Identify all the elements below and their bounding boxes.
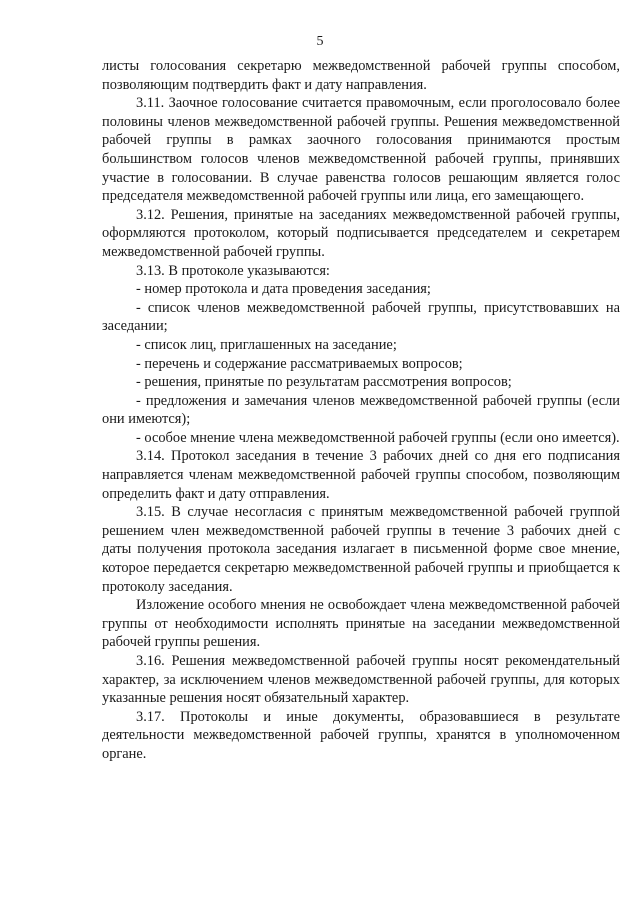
paragraph-3-14: 3.14. Протокол заседания в течение 3 рабочих дней со дня его подписания направляется членам межведомственной рабочей группы способом, позволяющим определить факт и дату отправления. xyxy=(102,448,620,502)
list-item-members-present: - список членов межведомственной рабочей группы, присутствовавших на заседании; xyxy=(102,299,620,335)
list-item-dissenting-opinion: - особое мнение члена межведомственной рабочей группы (если оно имеется). xyxy=(136,429,620,446)
paragraph-3-15: 3.15. В случае несогласия с принятым межведомственной рабочей группой решением член межведомственной рабочей группы в течение 3 рабочих дней с даты получения протокола заседания излагает в письменной форме свое мнение, которое передается секретарю межведомственной рабочей группы и приобщается к протоколу заседания. xyxy=(102,504,620,595)
list-item-agenda-issues: - перечень и содержание рассматриваемых вопросов; xyxy=(136,355,463,372)
paragraph-dissent-obligation: Изложение особого мнения не освобождает члена межведомственной рабочей группы от необходимости исполнять принятые на заседании межведомственной рабочей группы решения. xyxy=(102,597,620,651)
list-item-proposals: - предложения и замечания членов межведомственной рабочей группы (если они имеются); xyxy=(102,392,620,428)
list-item-invited-persons: - список лиц, приглашенных на заседание; xyxy=(136,336,397,353)
list-item-decisions: - решения, принятые по результатам рассмотрения вопросов; xyxy=(136,374,512,391)
paragraph-voting-sheets: листы голосования секретарю межведомственной рабочей группы способом, позволяющим подтвердить факт и дату направления. xyxy=(102,58,620,93)
document-body xyxy=(102,57,620,764)
paragraph-3-13: 3.13. В протоколе указываются: xyxy=(136,262,330,279)
page-number: 5 xyxy=(316,34,324,49)
paragraph-3-16: 3.16. Решения межведомственной рабочей группы носят рекомендательный характер, за исключением членов межведомственной рабочей группы, для которых указанные решения носят обязательный характер. xyxy=(102,653,620,707)
paragraph-3-17: 3.17. Протоколы и иные документы, образовавшиеся в результате деятельности межведомственной рабочей группы, хранятся в уполномоченном органе. xyxy=(102,708,620,762)
list-item-protocol-number: - номер протокола и дата проведения заседания; xyxy=(136,281,431,298)
paragraph-3-12: 3.12. Решения, принятые на заседаниях межведомственной рабочей группы, оформляются протоколом, который подписывается председателем и секретарем межведомственной рабочей группы. xyxy=(102,206,620,260)
paragraph-3-11: 3.11. Заочное голосование считается правомочным, если проголосовало более половины членов межведомственной рабочей группы. Решения межведомственной рабочей группы в рамках заочного голосования принимаются простым большинством голосов членов межведомственной рабочей группы, принявших участие в голосовании. В случае равенства голосов решающим является голос председателя межведомственной рабочей группы или лица, его замещающего. xyxy=(102,95,620,205)
